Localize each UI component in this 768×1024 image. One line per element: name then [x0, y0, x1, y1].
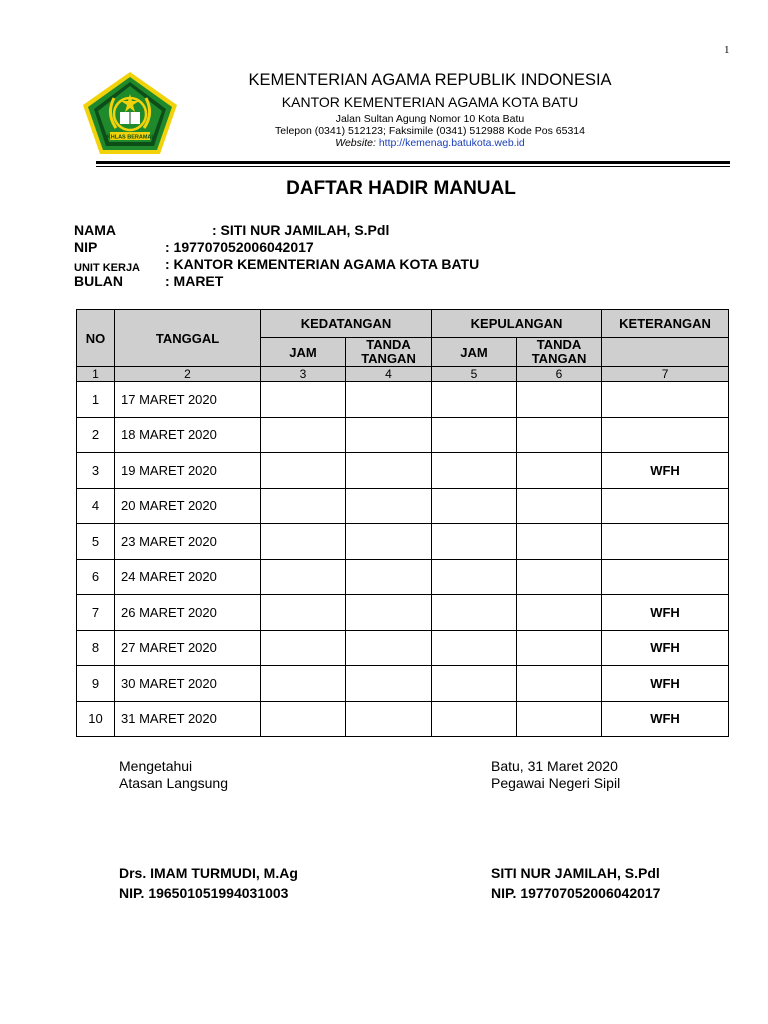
kedatangan-jam-cell [261, 595, 346, 631]
kedatangan-tanda-tangan-cell [346, 453, 432, 489]
sig-left-line1: Mengetahui [119, 758, 193, 774]
row-date: 27 MARET 2020 [115, 630, 261, 666]
kedatangan-tanda-tangan-cell [346, 417, 432, 453]
row-keterangan: WFH [602, 595, 729, 631]
kedatangan-jam-cell [261, 701, 346, 737]
kepulangan-jam-cell [432, 630, 517, 666]
row-number: 6 [77, 559, 115, 595]
kedatangan-tanda-tangan-cell [346, 382, 432, 418]
kedatangan-tanda-tangan-cell [346, 524, 432, 560]
column-number: 6 [517, 367, 602, 382]
page-number: 1 [724, 44, 730, 56]
bulan-value: : MARET [165, 273, 224, 289]
row-number: 1 [77, 382, 115, 418]
row-number: 4 [77, 488, 115, 524]
header-kepulangan-tanda-tangan: TANDA TANGAN [517, 338, 602, 367]
unit-kerja-value: : KANTOR KEMENTERIAN AGAMA KOTA BATU [165, 256, 480, 272]
kedatangan-jam-cell [261, 666, 346, 702]
sig-right-nip: NIP. 197707052006042017 [491, 885, 661, 901]
kedatangan-jam-cell [261, 488, 346, 524]
row-date: 18 MARET 2020 [115, 417, 261, 453]
kedatangan-jam-cell [261, 382, 346, 418]
row-number: 8 [77, 630, 115, 666]
row-date: 26 MARET 2020 [115, 595, 261, 631]
kepulangan-tanda-tangan-cell [517, 417, 602, 453]
header-no: NO [77, 310, 115, 367]
row-number: 10 [77, 701, 115, 737]
office-name: KANTOR KEMENTERIAN AGAMA KOTA BATU [281, 94, 579, 110]
table-row [77, 666, 729, 702]
kemenag-logo [80, 70, 180, 156]
kepulangan-tanda-tangan-cell [517, 666, 602, 702]
row-keterangan [602, 559, 729, 595]
attendance-table [76, 309, 729, 737]
sig-left-name: Drs. IMAM TURMUDI, M.Ag [119, 865, 298, 881]
kepulangan-jam-cell [432, 417, 517, 453]
nip-value: : 197707052006042017 [165, 239, 314, 255]
header-kepulangan-jam: JAM [432, 338, 517, 367]
office-website [200, 137, 660, 149]
row-date: 17 MARET 2020 [115, 382, 261, 418]
row-keterangan [602, 488, 729, 524]
column-number: 7 [602, 367, 729, 382]
row-keterangan [602, 417, 729, 453]
row-date: 23 MARET 2020 [115, 524, 261, 560]
header-kedatangan: KEDATANGAN [261, 310, 432, 338]
row-number: 2 [77, 417, 115, 453]
row-number: 7 [77, 595, 115, 631]
sig-right-line1: Batu, 31 Maret 2020 [491, 758, 618, 774]
column-number: 3 [261, 367, 346, 382]
row-keterangan: WFH [602, 453, 729, 489]
bulan-label: BULAN [74, 273, 123, 289]
kepulangan-tanda-tangan-cell [517, 453, 602, 489]
kedatangan-tanda-tangan-cell [346, 488, 432, 524]
table-row [77, 382, 729, 418]
website-label: Website: [335, 137, 376, 149]
sig-right-line2: Pegawai Negeri Sipil [491, 775, 621, 791]
kedatangan-tanda-tangan-cell [346, 595, 432, 631]
kedatangan-jam-cell [261, 524, 346, 560]
kepulangan-tanda-tangan-cell [517, 595, 602, 631]
table-row [77, 701, 729, 737]
kepulangan-jam-cell [432, 559, 517, 595]
ministry-name: KEMENTERIAN AGAMA REPUBLIK INDONESIA [248, 71, 612, 89]
row-keterangan: WFH [602, 666, 729, 702]
table-row [77, 559, 729, 595]
kepulangan-tanda-tangan-cell [517, 382, 602, 418]
kedatangan-tanda-tangan-cell [346, 666, 432, 702]
column-number: 4 [346, 367, 432, 382]
sig-right-name: SITI NUR JAMILAH, S.Pdl [491, 865, 660, 881]
table-row [77, 524, 729, 560]
row-number: 9 [77, 666, 115, 702]
table-row [77, 417, 729, 453]
table-row [77, 595, 729, 631]
row-number: 5 [77, 524, 115, 560]
letterhead-rule-thin [96, 166, 730, 167]
kepulangan-jam-cell [432, 666, 517, 702]
column-number: 5 [432, 367, 517, 382]
column-number-row [77, 367, 729, 382]
table-row [77, 453, 729, 489]
nip-label: NIP [74, 239, 98, 255]
header-tanggal: TANGGAL [115, 310, 261, 367]
table-row [77, 630, 729, 666]
row-date: 19 MARET 2020 [115, 453, 261, 489]
kepulangan-jam-cell [432, 382, 517, 418]
office-address: Jalan Sultan Agung Nomor 10 Kota Batu [335, 113, 525, 125]
row-keterangan: WFH [602, 701, 729, 737]
nama-value: : SITI NUR JAMILAH, S.Pdl [212, 222, 390, 238]
row-number: 3 [77, 453, 115, 489]
table-row [77, 488, 729, 524]
kepulangan-jam-cell [432, 595, 517, 631]
sig-left-line2: Atasan Langsung [119, 775, 228, 791]
kedatangan-jam-cell [261, 559, 346, 595]
kepulangan-jam-cell [432, 524, 517, 560]
row-date: 31 MARET 2020 [115, 701, 261, 737]
row-date: 30 MARET 2020 [115, 666, 261, 702]
document-title: DAFTAR HADIR MANUAL [286, 178, 516, 199]
kepulangan-tanda-tangan-cell [517, 701, 602, 737]
row-keterangan [602, 382, 729, 418]
column-number: 2 [115, 367, 261, 382]
kedatangan-jam-cell [261, 630, 346, 666]
nama-label: NAMA [74, 222, 116, 238]
row-keterangan: WFH [602, 630, 729, 666]
header-keterangan: KETERANGAN [602, 310, 729, 338]
website-link[interactable]: http://kemenag.batukota.web.id [378, 137, 525, 149]
kedatangan-jam-cell [261, 453, 346, 489]
letterhead-rule-thick [96, 161, 730, 164]
kepulangan-jam-cell [432, 701, 517, 737]
row-date: 24 MARET 2020 [115, 559, 261, 595]
logo-motto: IKHLAS BERAMAL [105, 134, 155, 141]
header-kepulangan: KEPULANGAN [432, 310, 602, 338]
row-keterangan [602, 524, 729, 560]
row-date: 20 MARET 2020 [115, 488, 261, 524]
kedatangan-jam-cell [261, 417, 346, 453]
kedatangan-tanda-tangan-cell [346, 701, 432, 737]
unit-kerja-label: UNIT KERJA [74, 262, 141, 274]
header-keterangan-blank [602, 338, 729, 367]
header-kedatangan-jam: JAM [261, 338, 346, 367]
office-phone: Telepon (0341) 512123; Faksimile (0341) 512988 Kode Pos 65314 [275, 125, 585, 137]
kepulangan-jam-cell [432, 488, 517, 524]
kedatangan-tanda-tangan-cell [346, 559, 432, 595]
kepulangan-jam-cell [432, 453, 517, 489]
kepulangan-tanda-tangan-cell [517, 524, 602, 560]
header-kedatangan-tanda-tangan: TANDA TANGAN [346, 338, 432, 367]
kedatangan-tanda-tangan-cell [346, 630, 432, 666]
kepulangan-tanda-tangan-cell [517, 488, 602, 524]
sig-left-nip: NIP. 196501051994031003 [119, 885, 289, 901]
kepulangan-tanda-tangan-cell [517, 630, 602, 666]
column-number: 1 [77, 367, 115, 382]
kepulangan-tanda-tangan-cell [517, 559, 602, 595]
